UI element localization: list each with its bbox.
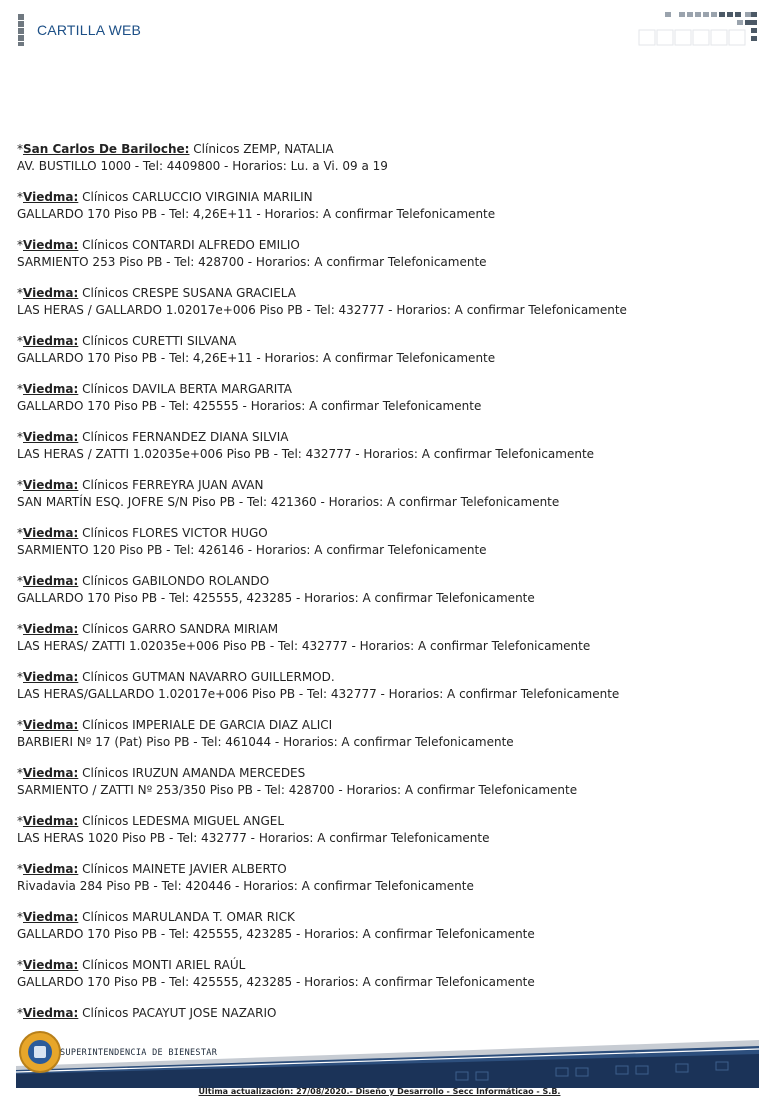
provider-desc: Clínicos MAINETE JAVIER ALBERTO bbox=[78, 862, 287, 876]
provider-desc: Clínicos GARRO SANDRA MIRIAM bbox=[78, 622, 279, 636]
entry-title-line: *Viedma: Clínicos PACAYUT JOSE NAZARIO bbox=[17, 1006, 277, 1020]
city-name: Viedma: bbox=[23, 286, 79, 300]
city-name: Viedma: bbox=[23, 382, 79, 396]
list-item bbox=[17, 621, 747, 655]
entry-title-line: *San Carlos De Bariloche: Clínicos ZEMP, NATALIA bbox=[17, 142, 334, 156]
page-footer bbox=[0, 1028, 759, 1101]
entry-title-line: *Viedma: Clínicos GARRO SANDRA MIRIAM bbox=[17, 622, 279, 636]
provider-address: SARMIENTO 120 Piso PB - Tel: 426146 - Horarios: A confirmar Telefonicamente bbox=[17, 543, 487, 557]
entry-title-line: *Viedma: Clínicos IRUZUN AMANDA MERCEDES bbox=[17, 766, 306, 780]
entry-title-line: *Viedma: Clínicos LEDESMA MIGUEL ANGEL bbox=[17, 814, 285, 828]
entry-title-line: *Viedma: Clínicos MONTI ARIEL RAÚL bbox=[17, 958, 246, 972]
provider-address: GALLARDO 170 Piso PB - Tel: 4,26E+11 - Horarios: A confirmar Telefonicamente bbox=[17, 351, 496, 365]
city-name: Viedma: bbox=[23, 814, 79, 828]
last-update-note: Última actualización: 27/08/2020.- Diseño y Desarrollo - Secc Informáticao - S.B. bbox=[198, 1087, 561, 1096]
provider-address: GALLARDO 170 Piso PB - Tel: 425555, 423285 - Horarios: A confirmar Telefonicamente bbox=[17, 975, 535, 989]
city-name: Viedma: bbox=[23, 718, 79, 732]
page-header bbox=[0, 0, 759, 60]
city-name: Viedma: bbox=[23, 478, 79, 492]
page-title: CARTILLA WEB bbox=[37, 22, 142, 38]
list-item bbox=[17, 237, 747, 271]
entry-title-line: *Viedma: Clínicos FERREYRA JUAN AVAN bbox=[17, 478, 264, 492]
provider-desc: Clínicos FLORES VICTOR HUGO bbox=[78, 526, 268, 540]
list-item bbox=[17, 141, 747, 175]
list-item bbox=[17, 573, 747, 607]
city-name: Viedma: bbox=[23, 670, 79, 684]
entry-title-line: *Viedma: Clínicos CRESPE SUSANA GRACIELA bbox=[17, 286, 296, 300]
provider-desc: Clínicos IMPERIALE DE GARCIA DIAZ ALICI bbox=[78, 718, 333, 732]
city-name: Viedma: bbox=[23, 766, 79, 780]
provider-desc: Clínicos GUTMAN NAVARRO GUILLERMOD. bbox=[78, 670, 335, 684]
provider-address: LAS HERAS/ ZATTI 1.02035e+006 Piso PB - Tel: 432777 - Horarios: A confirmar Telefonicamente bbox=[17, 639, 591, 653]
header-bar-icon bbox=[18, 14, 24, 46]
provider-address: GALLARDO 170 Piso PB - Tel: 4,26E+11 - Horarios: A confirmar Telefonicamente bbox=[17, 207, 496, 221]
city-name: Viedma: bbox=[23, 526, 79, 540]
list-item bbox=[17, 429, 747, 463]
entry-title-line: *Viedma: Clínicos GABILONDO ROLANDO bbox=[17, 574, 270, 588]
entry-title-line: *Viedma: Clínicos CONTARDI ALFREDO EMILIO bbox=[17, 238, 300, 252]
provider-address: SAN MARTÍN ESQ. JOFRE S/N Piso PB - Tel: 421360 - Horarios: A confirmar Telefonicamente bbox=[17, 495, 560, 509]
city-name: Viedma: bbox=[23, 910, 79, 924]
provider-address: LAS HERAS 1020 Piso PB - Tel: 432777 - Horarios: A confirmar Telefonicamente bbox=[17, 831, 490, 845]
list-item bbox=[17, 477, 747, 511]
provider-address: SARMIENTO / ZATTI Nº 253/350 Piso PB - Tel: 428700 - Horarios: A confirmar Telefonicamente bbox=[17, 783, 578, 797]
list-item bbox=[17, 861, 747, 895]
provider-desc: Clínicos MONTI ARIEL RAÚL bbox=[78, 958, 246, 972]
list-item bbox=[17, 717, 747, 751]
list-item bbox=[17, 381, 747, 415]
provider-desc: Clínicos FERNANDEZ DIANA SILVIA bbox=[78, 430, 289, 444]
provider-address: LAS HERAS/GALLARDO 1.02017e+006 Piso PB - Tel: 432777 - Horarios: A confirmar Telefonicamente bbox=[17, 687, 620, 701]
entry-title-line: *Viedma: Clínicos CARLUCCIO VIRGINIA MARILIN bbox=[17, 190, 313, 204]
provider-desc: Clínicos DAVILA BERTA MARGARITA bbox=[78, 382, 292, 396]
provider-desc: Clínicos ZEMP, NATALIA bbox=[189, 142, 334, 156]
provider-address: Rivadavia 284 Piso PB - Tel: 420446 - Horarios: A confirmar Telefonicamente bbox=[17, 879, 474, 893]
city-name: San Carlos De Bariloche: bbox=[23, 142, 190, 156]
provider-desc: Clínicos IRUZUN AMANDA MERCEDES bbox=[78, 766, 306, 780]
provider-desc: Clínicos MARULANDA T. OMAR RICK bbox=[78, 910, 295, 924]
institution-seal-icon bbox=[19, 1031, 61, 1073]
list-item bbox=[17, 333, 747, 367]
provider-desc: Clínicos CRESPE SUSANA GRACIELA bbox=[78, 286, 296, 300]
provider-list bbox=[17, 141, 747, 1036]
list-item bbox=[17, 909, 747, 943]
list-item bbox=[17, 285, 747, 319]
city-name: Viedma: bbox=[23, 190, 79, 204]
city-name: Viedma: bbox=[23, 430, 79, 444]
provider-address: GALLARDO 170 Piso PB - Tel: 425555, 423285 - Horarios: A confirmar Telefonicamente bbox=[17, 591, 535, 605]
header-pixel-pattern-icon bbox=[637, 12, 759, 48]
list-item bbox=[17, 957, 747, 991]
provider-address: GALLARDO 170 Piso PB - Tel: 425555 - Horarios: A confirmar Telefonicamente bbox=[17, 399, 482, 413]
entry-title-line: *Viedma: Clínicos DAVILA BERTA MARGARITA bbox=[17, 382, 292, 396]
provider-address: GALLARDO 170 Piso PB - Tel: 425555, 423285 - Horarios: A confirmar Telefonicamente bbox=[17, 927, 535, 941]
provider-address: LAS HERAS / ZATTI 1.02035e+006 Piso PB - Tel: 432777 - Horarios: A confirmar Telefonicamente bbox=[17, 447, 595, 461]
list-item bbox=[17, 669, 747, 703]
provider-desc: Clínicos GABILONDO ROLANDO bbox=[78, 574, 270, 588]
provider-address: AV. BUSTILLO 1000 - Tel: 4409800 - Horarios: Lu. a Vi. 09 a 19 bbox=[17, 159, 388, 173]
entry-title-line: *Viedma: Clínicos CURETTI SILVANA bbox=[17, 334, 237, 348]
list-item bbox=[17, 525, 747, 559]
provider-desc: Clínicos FERREYRA JUAN AVAN bbox=[78, 478, 264, 492]
city-name: Viedma: bbox=[23, 334, 79, 348]
entry-title-line: *Viedma: Clínicos IMPERIALE DE GARCIA DIAZ ALICI bbox=[17, 718, 333, 732]
provider-desc: Clínicos CARLUCCIO VIRGINIA MARILIN bbox=[78, 190, 313, 204]
entry-title-line: *Viedma: Clínicos MAINETE JAVIER ALBERTO bbox=[17, 862, 287, 876]
list-item bbox=[17, 813, 747, 847]
list-item bbox=[17, 189, 747, 223]
organization-name: SUPERINTENDENCIA DE BIENESTAR bbox=[60, 1048, 218, 1058]
provider-address: SARMIENTO 253 Piso PB - Tel: 428700 - Horarios: A confirmar Telefonicamente bbox=[17, 255, 487, 269]
provider-desc: Clínicos CURETTI SILVANA bbox=[78, 334, 237, 348]
city-name: Viedma: bbox=[23, 958, 79, 972]
entry-title-line: *Viedma: Clínicos GUTMAN NAVARRO GUILLERMOD. bbox=[17, 670, 335, 684]
entry-title-line: *Viedma: Clínicos FERNANDEZ DIANA SILVIA bbox=[17, 430, 289, 444]
city-name: Viedma: bbox=[23, 862, 79, 876]
entry-title-line: *Viedma: Clínicos FLORES VICTOR HUGO bbox=[17, 526, 268, 540]
provider-desc: Clínicos CONTARDI ALFREDO EMILIO bbox=[78, 238, 300, 252]
list-item bbox=[17, 1005, 747, 1022]
provider-desc: Clínicos LEDESMA MIGUEL ANGEL bbox=[78, 814, 285, 828]
provider-address: LAS HERAS / GALLARDO 1.02017e+006 Piso PB - Tel: 432777 - Horarios: A confirmar Telefonicamente bbox=[17, 303, 627, 317]
footer-wave-band bbox=[16, 1028, 759, 1088]
city-name: Viedma: bbox=[23, 622, 79, 636]
list-item bbox=[17, 765, 747, 799]
city-name: Viedma: bbox=[23, 238, 79, 252]
provider-desc: Clínicos PACAYUT JOSE NAZARIO bbox=[78, 1006, 277, 1020]
provider-address: BARBIERI Nº 17 (Pat) Piso PB - Tel: 461044 - Horarios: A confirmar Telefonicamente bbox=[17, 735, 514, 749]
city-name: Viedma: bbox=[23, 1006, 79, 1020]
entry-title-line: *Viedma: Clínicos MARULANDA T. OMAR RICK bbox=[17, 910, 295, 924]
city-name: Viedma: bbox=[23, 574, 79, 588]
